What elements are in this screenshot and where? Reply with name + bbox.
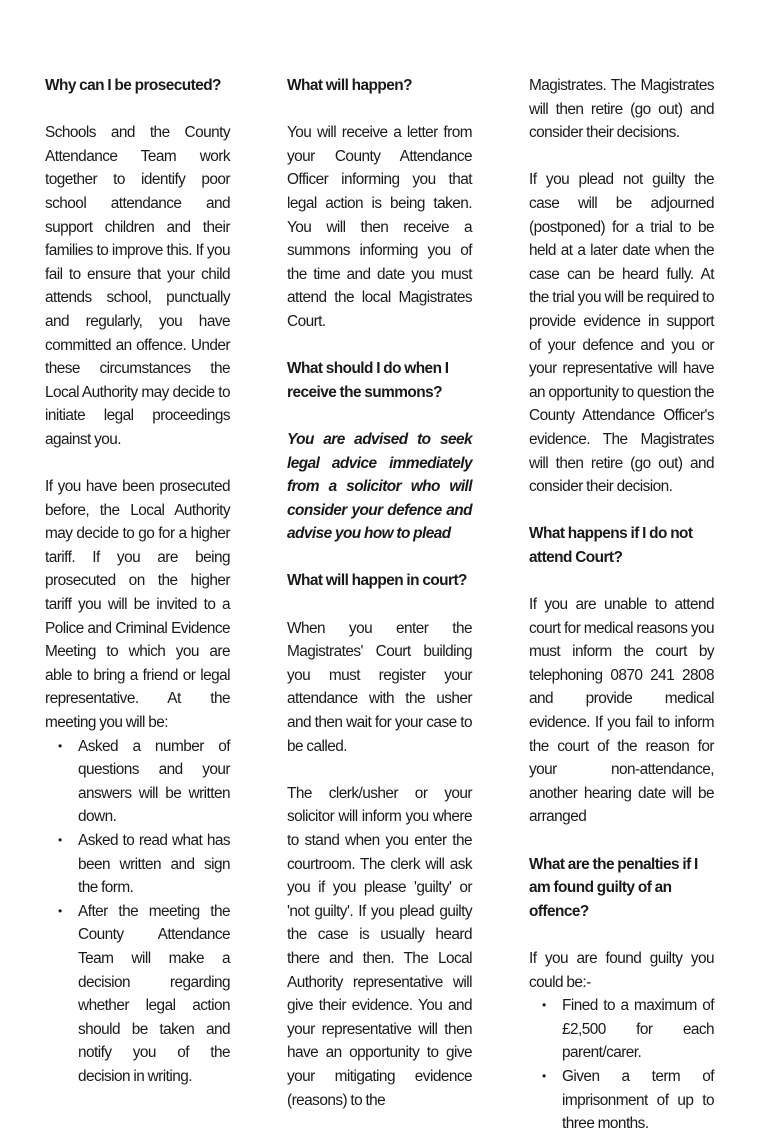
meeting-bullet-list — [45, 735, 230, 1089]
paragraph-schools-attendance: Schools and the County Attendance Team work together to identify poor school attendance and support children and their families to improve this. If you fail to ensure that your child attends school, punctually and regularly, you have committed an offence. Under these circumstances the Local Authority may decide to initiate legal proceedings against you. — [45, 124, 230, 448]
bullet-item — [58, 900, 230, 1089]
bullet-icon: • — [58, 903, 62, 918]
bullet-icon: • — [58, 833, 62, 847]
column-left — [45, 74, 230, 1089]
paragraph-legal-advice: You are advised to seek legal advice immediately from a solicitor who will consider your defence and advise you how to plead — [287, 430, 472, 543]
penalties-bullet-list — [529, 994, 714, 1136]
heading-penalties: What are the penalties if I am found guilty of an offence? — [529, 855, 698, 920]
paragraph-plead-not-guilty: If you plead not guilty the case will be adjourned (postponed) for a trial to be held at a later date when the case can be heard fully. At the trial you will be required to provide evidence in support of your defence and you or your representative will have an opportunity to question the County Attendance Officer's evidence. The Magistrates will then retire (go out) and consider their decision. — [529, 171, 714, 496]
heading-receive-summons: What should I do when I receive the summons? — [287, 360, 449, 401]
heading-do-not-attend: What happens if I do not attend Court? — [529, 525, 693, 566]
bullet-item — [58, 735, 230, 829]
paragraph-letter-summons: You will receive a letter from your County Attendance Officer informing you that legal action is being taken. You will then receive a summons informing you of the time and date you must attend the local Magistrates Court. — [287, 124, 472, 330]
bullet-text: Asked a number of questions and your answers will be written down. — [78, 737, 230, 826]
heading-what-will-happen: What will happen? — [287, 77, 412, 94]
bullet-item — [542, 994, 714, 1065]
bullet-icon: • — [58, 738, 62, 753]
bullet-text: Given a term of imprisonment of up to three months. — [562, 1067, 714, 1133]
bullet-icon: • — [542, 1068, 546, 1083]
paragraph-clerk-usher: The clerk/usher or your solicitor will inform you where to stand when you enter the courtroom. The clerk will ask you if you please 'guilty' or 'not guilty'. If you plead guilty the case is usually heard there and then. The Local Authority representative will give their evidence. You and your representative will then have an opportunity to give your mitigating evidence (reasons) to the — [287, 784, 472, 1109]
column-right — [529, 74, 714, 1136]
bullet-text: Asked to read what has been written and sign the form. — [78, 832, 230, 897]
heading-in-court: What will happen in court? — [287, 572, 467, 590]
bullet-item — [542, 1065, 714, 1136]
paragraph-magistrates-retire: Magistrates. The Magistrates will then retire (go out) and consider their decisions. — [529, 77, 714, 142]
column-middle — [287, 74, 472, 1136]
heading-why-prosecuted: Why can I be prosecuted? — [45, 77, 221, 94]
paragraph-found-guilty: If you are found guilty you could be:- — [529, 949, 714, 991]
paragraph-medical-reasons: If you are unable to attend court for medical reasons you must inform the court by telephoning 0870 241 2808 and provide medical evidence. If you fail to inform the court of the reason for your non-attendance, another hearing date will be arranged — [529, 596, 714, 826]
bullet-text: After the meeting the County Attendance Team will make a decision regarding whether legal action should be taken and notify you of the decision in writing. — [78, 902, 230, 1085]
bullet-item — [58, 829, 230, 900]
bullet-icon: • — [542, 998, 546, 1013]
paragraph-enter-court: When you enter the Magistrates' Court building you must register your attendance with the usher and then wait for your case to be called. — [287, 619, 472, 755]
paragraph-prosecuted-before: If you have been prosecuted before, the Local Authority may decide to go for a higher tariff. If you are being prosecuted on the higher tariff you will be invited to a Police and Criminal Evidence Meeting to which you are able to bring a friend or legal representative. At the meeting you will be: — [45, 478, 230, 732]
bullet-text: Fined to a maximum of £2,500 for each parent/carer. — [562, 997, 714, 1062]
